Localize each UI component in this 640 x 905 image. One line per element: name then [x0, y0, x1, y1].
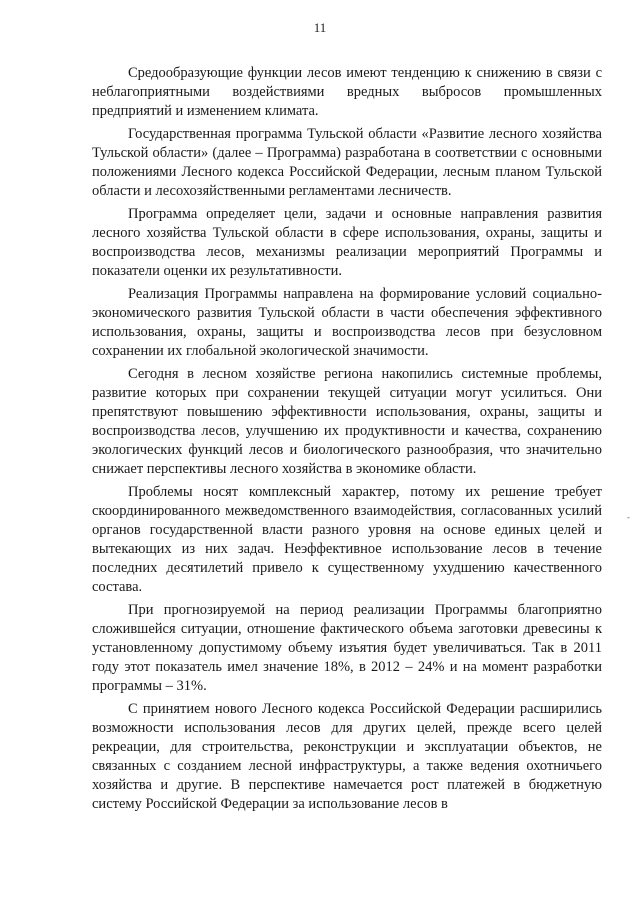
- margin-mark: -: [627, 512, 630, 522]
- paragraph-4: Реализация Программы направлена на формирование условий социально-экономического развития Тульской области в части обеспечения эффективного использования, охраны, защиты и воспроизводства лесов при безусловном сохранении их глобальной экологической значимости.: [92, 286, 602, 359]
- paragraph-8: С принятием нового Лесного кодекса Российской Федерации расширились возможности использования лесов для других целей, прежде всего целей рекреации, для строительства, реконструкции и эксплуатации объектов, не связанных с созданием лесной инфраструктуры, а также ведения охотничьего хозяйства и другие. В перспективе намечается рост платежей в бюджетную систему Российской Федерации за использование лесов в: [92, 701, 602, 812]
- paragraph-7: При прогнозируемой на период реализации Программы благоприятно сложившейся ситуации, отношение фактического объема заготовки древесины к установленному допустимому объему изъятия будет увеличиваться. Так в 2011 году этот показатель имел значение 18%, в 2012 – 24% и на момент разработки программы – 31%.: [92, 602, 602, 694]
- paragraph-5: Сегодня в лесном хозяйстве региона накопились системные проблемы, развитие которых при сохранении текущей ситуации могут усилиться. Они препятствуют повышению эффективности использования, охраны, защиты и воспроизводства лесов, улучшению их продуктивности и качества, сохранению экологических функций лесов и биологического разнообразия, что значительно снижает перспективы лесного хозяйства в экономике области.: [92, 366, 602, 477]
- paragraph-2: Государственная программа Тульской области «Развитие лесного хозяйства Тульской области» (далее – Программа) разработана в соответствии с основными положениями Лесного кодекса Российской Федерации, лесным планом Тульской области и лесохозяйственными регламентами лесничеств.: [92, 126, 602, 199]
- body-text: [92, 64, 602, 818]
- paragraph-6: Проблемы носят комплексный характер, потому их решение требует скоординированного межведомственного взаимодействия, согласованных усилий органов государственной власти разного уровня на основе единых целей и вытекающих из них задач. Неэффективное использование лесов в течение последних десятилетий привело к существенному ухудшению качественного состава.: [92, 484, 602, 595]
- paragraph-1: Средообразующие функции лесов имеют тенденцию к снижению в связи с неблагоприятными воздействиями вредных выбросов промышленных предприятий и изменением климата.: [92, 65, 602, 119]
- paragraph-3: Программа определяет цели, задачи и основные направления развития лесного хозяйства Тульской области в сфере использования, охраны, защиты и воспроизводства лесов, механизмы реализации мероприятий Программы и показатели оценки их результативности.: [92, 206, 602, 279]
- page-number: 11: [313, 20, 327, 35]
